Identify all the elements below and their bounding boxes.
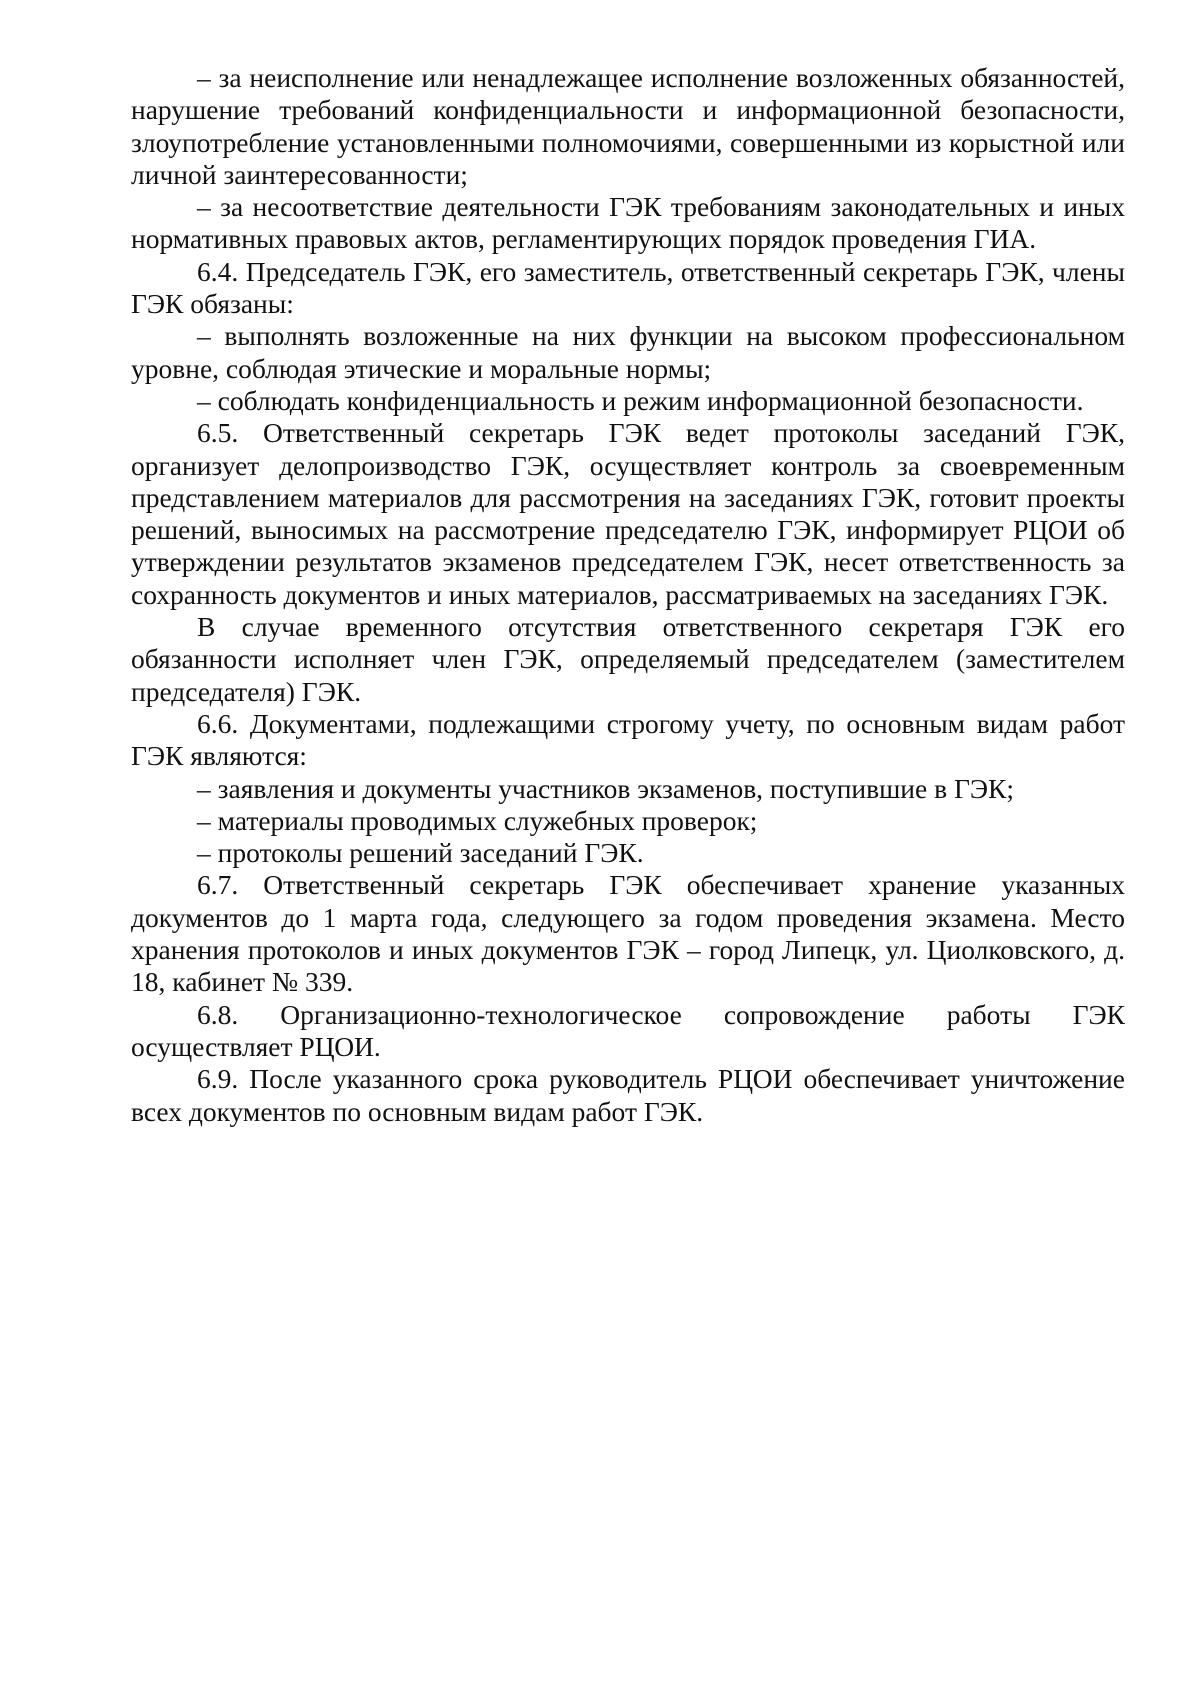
paragraph-6-4: 6.4. Председатель ГЭК, его заместитель, ответственный секретарь ГЭК, члены ГЭК обязаны: (131, 255, 1125, 320)
paragraph-secretary-absence: В случае временного отсутствия ответственного секретаря ГЭК его обязанности исполняет член ГЭК, определяемый председателем (заместителем председателя) ГЭК. (131, 611, 1125, 707)
paragraph-duty-functions: – выполнять возложенные на них функции на высоком профессиональном уровне, соблюдая этические и моральные нормы; (131, 320, 1125, 384)
paragraph-liability-nonconformity: – за несоответствие деятельности ГЭК требованиям законодательных и иных нормативных правовых актов, регламентирующих порядок проведения ГИА. (131, 191, 1125, 255)
paragraph-6-7: 6.7. Ответственный секретарь ГЭК обеспечивает хранение указанных документов до 1 марта года, следующего за годом проведения экзамена. Место хранения протоколов и иных документов ГЭК – город Липецк, ул. Циолковского, д. 18, кабинет № 339. (131, 869, 1125, 998)
paragraph-6-9: 6.9. После указанного срока руководитель РЦОИ обеспечивает уничтожение всех документов по основным видам работ ГЭК. (131, 1063, 1125, 1127)
document-body (131, 62, 1125, 1128)
paragraph-liability-duties: – за неисполнение или ненадлежащее исполнение возложенных обязанностей, нарушение требований конфиденциальности и информационной безопасности, злоупотребление установленными полномочиями, совершенными из корыстной или личной заинтересованности; (131, 62, 1125, 190)
paragraph-duty-confidentiality: – соблюдать конфиденциальность и режим информационной безопасности. (197, 384, 1084, 416)
paragraph-6-8: 6.8. Организационно-технологическое сопровождение работы ГЭК осуществляет РЦОИ. (131, 998, 1125, 1062)
paragraph-doc-applications: – заявления и документы участников экзаменов, поступившие в ГЭК; (197, 772, 1014, 804)
paragraph-doc-inspections: – материалы проводимых служебных проверок; (197, 804, 758, 836)
paragraph-6-5: 6.5. Ответственный секретарь ГЭК ведет протоколы заседаний ГЭК, организует делопроизводство ГЭК, осуществляет контроль за своевременным представлением материалов для рассмотрения на заседаниях ГЭК, готовит проекты решений, выносимых на рассмотрение председателю ГЭК, информирует РЦОИ об утверждении результатов экзаменов председателем ГЭК, несет ответственность за сохранность документов и иных материалов, рассматриваемых на заседаниях ГЭК. (131, 417, 1125, 610)
paragraph-doc-protocols: – протоколы решений заседаний ГЭК. (197, 837, 644, 869)
paragraph-6-6: 6.6. Документами, подлежащими строгому учету, по основным видам работ ГЭК являются: (131, 707, 1125, 772)
